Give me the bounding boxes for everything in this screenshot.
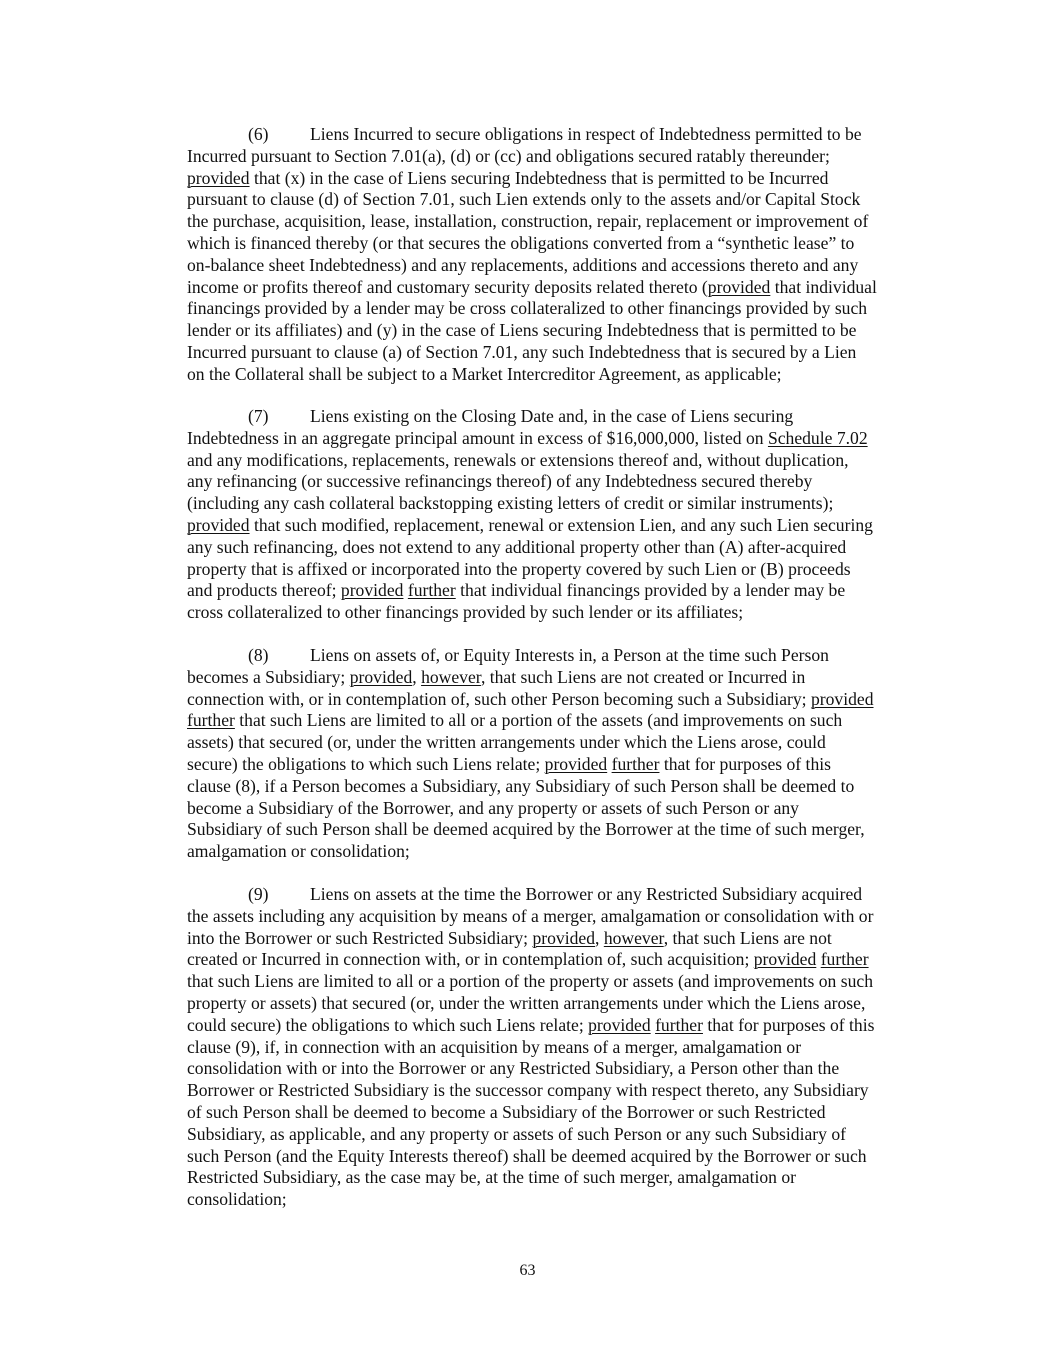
- clause-line: [187, 189, 932, 211]
- underlined-term: Schedule 7.02: [767, 427, 868, 448]
- clause-line: [187, 1102, 932, 1124]
- underlined-term: further: [407, 580, 456, 601]
- clause-text: , that such Liens are not created or Incurred in: [480, 666, 806, 687]
- clause-text: that such modified, replacement, renewal or extension Lien, and any such Lien securing: [249, 514, 873, 535]
- clause-text: Liens Incurred to secure obligations in respect of Indebtedness permitted to be: [310, 124, 862, 144]
- clause-text: Incurred pursuant to Section 7.01(a), (d) or (cc) and obligations secured ratably thereunder;: [187, 145, 830, 166]
- clause-text: Liens on assets at the time the Borrower or any Restricted Subsidiary acquired: [310, 884, 863, 904]
- clause-line: [187, 364, 932, 386]
- clause-line: [187, 233, 932, 255]
- clause-line: [187, 471, 932, 493]
- clause-number: (6): [248, 124, 269, 144]
- clause-line: [187, 406, 932, 428]
- clause-line: [187, 1146, 932, 1168]
- clause-line: [187, 949, 932, 971]
- clause-line: [187, 559, 932, 581]
- clause-line: [187, 754, 932, 776]
- clause-line: [187, 124, 932, 146]
- clause-line: [187, 993, 932, 1015]
- clause-line: [187, 1080, 932, 1102]
- clause-text: that for purposes of this: [702, 1014, 875, 1035]
- clause-text: ,: [595, 927, 604, 948]
- clause-text: lender or its affiliates) and (y) in the case of Liens securing Indebtedness that is permitted to be: [187, 320, 857, 341]
- underlined-term: provided: [340, 580, 404, 601]
- underlined-term: further: [655, 1014, 703, 1035]
- underlined-term: provided: [532, 927, 596, 948]
- underlined-term: provided: [707, 276, 771, 297]
- clause-text: could secure) the obligations to which such Liens relate;: [187, 1014, 589, 1035]
- clause-line: [187, 255, 932, 277]
- clause-line: [187, 689, 932, 711]
- clause-number: (8): [248, 645, 269, 665]
- underlined-term: provided: [187, 514, 250, 535]
- clause-text: the purchase, acquisition, lease, installation, construction, repair, replacement or improvement of: [187, 211, 869, 232]
- clause-text: that (x) in the case of Liens securing Indebtedness that is permitted to be Incurred: [249, 167, 829, 188]
- clause-line: [187, 798, 932, 820]
- clause-text: pursuant to clause (d) of Section 7.01, such Lien extends only to the assets and/or Capital Stock: [187, 189, 861, 210]
- underlined-term: however: [421, 666, 481, 687]
- clause-line: [187, 971, 932, 993]
- clause-text: clause (9), if, in connection with an acquisition by means of a merger, amalgamation or: [187, 1036, 802, 1057]
- clause-text: cross collateralized to other financings provided by such lender or its affiliates;: [187, 602, 744, 623]
- clause-text: that such Liens are limited to all or a portion of the assets (and improvements on such: [234, 710, 843, 731]
- clause-text: the assets including any acquisition by means of a merger, amalgamation or consolidation with or: [187, 905, 874, 926]
- clause-text: property or assets) that secured (or, under the written arrangements under which the Liens arose,: [187, 992, 866, 1013]
- clause-text: that such Liens are limited to all or a portion of the property or assets (and improvements on such: [187, 971, 873, 992]
- clause-text: amalgamation or consolidation;: [187, 841, 410, 862]
- clause-text: property that is affixed or incorporated into the property covered by such Lien or (B) proceeds: [187, 558, 851, 579]
- clause-text: and any modifications, replacements, renewals or extensions thereof and, without duplication,: [187, 449, 849, 470]
- clause-6: [187, 124, 932, 386]
- clause-line: [187, 168, 932, 190]
- clause-line: [187, 841, 932, 863]
- clause-text: Restricted Subsidiary, as the case may be, at the time of such merger, amalgamation or: [187, 1167, 797, 1188]
- clause-line: [187, 1167, 932, 1189]
- clause-text: any such refinancing, does not extend to any additional property other than (A) after-acquired: [187, 536, 847, 557]
- clause-text: consolidation;: [187, 1189, 287, 1210]
- clause-text: assets) that secured (or, under the written arrangements under which the Liens arose, could: [187, 732, 826, 753]
- clause-text: Subsidiary, as applicable, and any property or assets of such Person or any such Subsidiary of: [187, 1123, 846, 1144]
- clause-8: [187, 645, 932, 863]
- underlined-term: provided: [810, 688, 874, 709]
- clause-text: Liens on assets of, or Equity Interests in, a Person at the time such Person: [310, 645, 829, 665]
- clause-text: secure) the obligations to which such Liens relate;: [187, 753, 545, 774]
- clause-line: [187, 819, 932, 841]
- clause-text: clause (8), if a Person becomes a Subsidiary, any Subsidiary of such Person shall be deemed to: [187, 775, 855, 796]
- clause-text: financings provided by a lender may be cross collateralized to other financings provided by such: [187, 298, 868, 319]
- clause-text: Borrower or Restricted Subsidiary is the successor company with respect thereto, any Subsidiary: [187, 1080, 869, 1101]
- underlined-term: provided: [753, 949, 817, 970]
- clause-line: [187, 906, 932, 928]
- clause-text: that individual: [770, 276, 877, 297]
- clause-line: [187, 928, 932, 950]
- clause-text: connection with, or in contemplation of, such other Person becoming such a Subsidiary;: [187, 688, 811, 709]
- clause-line: [187, 146, 932, 168]
- clause-line: [187, 667, 932, 689]
- clause-text: created or Incurred in connection with, or in contemplation of, such acquisition;: [187, 949, 754, 970]
- clause-line: [187, 211, 932, 233]
- clause-7: [187, 406, 932, 624]
- underlined-term: further: [611, 753, 660, 774]
- clause-text: Incurred pursuant to clause (a) of Section 7.01, any such Indebtedness that is secured by a Lien: [187, 341, 857, 362]
- clause-text: such Person (and the Equity Interests thereof) shall be deemed acquired by the Borrower or such: [187, 1145, 867, 1166]
- clause-line: [187, 450, 932, 472]
- underlined-term: provided: [349, 666, 413, 687]
- clause-text: Subsidiary of such Person shall be deemed acquired by the Borrower at the time of such merger,: [187, 819, 865, 840]
- clause-line: [187, 1015, 932, 1037]
- clause-line: [187, 428, 932, 450]
- clause-line: [187, 493, 932, 515]
- clause-line: [187, 277, 932, 299]
- clause-text: ,: [412, 666, 422, 687]
- underlined-term: provided: [588, 1014, 651, 1035]
- clause-number: (7): [248, 406, 269, 426]
- clause-line: [187, 515, 932, 537]
- clause-text: , that such Liens are not: [663, 927, 832, 948]
- clause-text: on the Collateral shall be subject to a Market Intercreditor Agreement, as applicable;: [187, 363, 782, 384]
- clause-text: into the Borrower or such Restricted Subsidiary;: [187, 927, 533, 948]
- underlined-term: however: [603, 927, 664, 948]
- clause-text: that for purposes of this: [659, 753, 831, 774]
- clause-text: that individual financings provided by a lender may be: [455, 580, 846, 601]
- clause-line: [187, 732, 932, 754]
- clause-text: consolidation with or into the Borrower or any Restricted Subsidiary, a Person other than the: [187, 1058, 840, 1079]
- clause-line: [187, 537, 932, 559]
- underlined-term: further: [820, 949, 869, 970]
- clause-line: [187, 342, 932, 364]
- clause-line: [187, 1058, 932, 1080]
- clause-line: [187, 580, 932, 602]
- clause-text: becomes a Subsidiary;: [187, 666, 350, 687]
- clause-line: [187, 298, 932, 320]
- clause-line: [187, 776, 932, 798]
- clause-text: (including any cash collateral backstopping existing letters of credit or similar instruments);: [187, 493, 834, 514]
- clause-line: [187, 320, 932, 342]
- clause-text: Liens existing on the Closing Date and, in the case of Liens securing: [310, 406, 794, 426]
- clause-line: [187, 645, 932, 667]
- underlined-term: further: [187, 710, 235, 731]
- clause-line: [187, 1189, 932, 1211]
- page-number: 63: [519, 1262, 536, 1279]
- clause-text: and products thereof;: [187, 580, 341, 601]
- clause-text: income or profits thereof and customary security deposits related thereto (: [187, 276, 708, 297]
- clause-line: [187, 1124, 932, 1146]
- clause-text: which is financed thereby (or that secures the obligations converted from a “synthetic lease” to: [187, 232, 855, 253]
- clause-number: (9): [248, 884, 269, 904]
- clause-line: [187, 1037, 932, 1059]
- clause-text: Indebtedness in an aggregate principal amount in excess of $16,000,000, listed on: [187, 427, 768, 448]
- clause-9: [187, 884, 932, 1211]
- clause-text: on-balance sheet Indebtedness) and any replacements, additions and accessions thereto and any: [187, 254, 859, 275]
- clause-line: [187, 710, 932, 732]
- clause-text: become a Subsidiary of the Borrower, and any property or assets of such Person or any: [187, 797, 799, 818]
- underlined-term: provided: [544, 753, 608, 774]
- clause-line: [187, 602, 932, 624]
- clause-text: any refinancing (or successive refinancings thereof) of any Indebtedness secured thereby: [187, 471, 813, 492]
- clause-text: of such Person shall be deemed to become a Subsidiary of the Borrower or such Restricted: [187, 1101, 826, 1122]
- underlined-term: provided: [187, 167, 250, 188]
- clause-line: [187, 884, 932, 906]
